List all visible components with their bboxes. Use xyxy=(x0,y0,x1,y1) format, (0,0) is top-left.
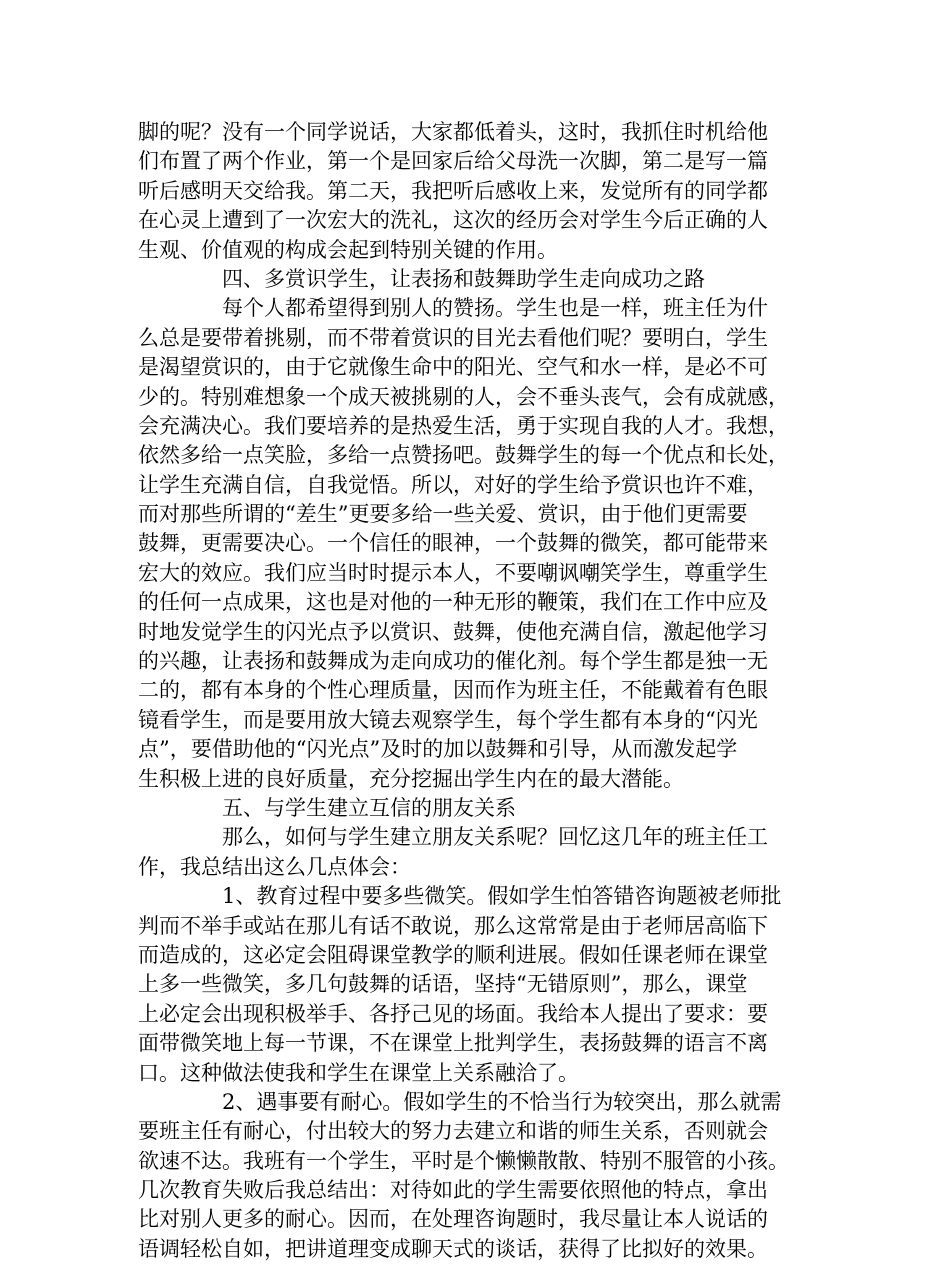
body-text xyxy=(138,118,828,1264)
text-line: 口。这种做法使我和学生在课堂上关系融洽了。 xyxy=(138,1060,579,1085)
text-line: 鼓舞，更需要决心。一个信任的眼神，一个鼓舞的微笑，都可能带来 xyxy=(138,531,768,556)
text-line: 二的，都有本身的个性心理质量，因而作为班主任，不能戴着有色眼 xyxy=(138,678,768,703)
text-line: 要班主任有耐心，付出较大的努力去建立和谐的师生关系，否则就会 xyxy=(138,1119,768,1144)
text-line: 生积极上进的良好质量，充分挖掘出学生内在的最大潜能。 xyxy=(138,766,684,791)
section-heading: 四、多赏识学生，让表扬和鼓舞助学生走向成功之路 xyxy=(222,266,705,291)
text-line: 脚的呢？没有一个同学说话，大家都低着头，这时，我抓住时机给他 xyxy=(138,120,768,144)
text-line: 依然多给一点笑脸，多给一点赞扬吧。鼓舞学生的每一个优点和长处， xyxy=(138,443,789,468)
text-line: 欲速不达。我班有一个学生，平时是个懒懒散散、特别不服管的小孩。 xyxy=(138,1148,789,1173)
text-line: 每个人都希望得到别人的赞扬。学生也是一样，班主任为什 xyxy=(222,296,768,321)
text-line: 让学生充满自信，自我觉悟。所以，对好的学生给予赏识也许不难， xyxy=(138,472,768,497)
text-line: 时地发觉学生的闪光点予以赏识、鼓舞，使他充满自信，激起他学习 xyxy=(138,619,768,644)
text-line: 判而不举手或站在那儿有话不敢说，那么这常常是由于老师居高临下 xyxy=(138,913,768,938)
text-line: 上必定会出现积极举手、各抒己见的场面。我给本人提出了要求：要 xyxy=(138,1001,768,1026)
text-line: 宏大的效应。我们应当时时提示本人，不要嘲讽嘲笑学生，尊重学生 xyxy=(138,560,768,585)
text-line: 语调轻松自如，把讲道理变成聊天式的谈话，获得了比拟好的效果。 xyxy=(138,1236,768,1261)
text-line: 在心灵上遭到了一次宏大的洗礼，这次的经历会对学生今后正确的人 xyxy=(138,208,768,233)
text-line: 生观、价值观的构成会起到特别关键的作用。 xyxy=(138,237,558,262)
text-line: 点”，要借助他的“闪光点”及时的加以鼓舞和引导，从而激发起学 xyxy=(138,737,738,762)
text-line: 的兴趣，让表扬和鼓舞成为走向成功的催化剂。每个学生都是独一无 xyxy=(138,649,768,674)
text-line: 而对那些所谓的“差生”更要多给一些关爱、赏识，由于他们更需要 xyxy=(138,502,748,527)
text-line: 的任何一点成果，这也是对他的一种无形的鞭策，我们在工作中应及 xyxy=(138,590,768,615)
text-line: 1、教育过程中要多些微笑。假如学生怕答错咨询题被老师批 xyxy=(222,884,782,909)
section-heading: 五、与学生建立互信的朋友关系 xyxy=(222,795,516,820)
text-line: 而造成的，这必定会阻碍课堂教学的顺利进展。假如任课老师在课堂 xyxy=(138,942,768,967)
text-line: 几次教育失败后我总结出：对待如此的学生需要依照他的特点，拿出 xyxy=(138,1178,768,1203)
text-line: 听后感明天交给我。第二天，我把听后感收上来，发觉所有的同学都 xyxy=(138,178,768,203)
text-line: 是渴望赏识的，由于它就像生命中的阳光、空气和水一样，是必不可 xyxy=(138,355,768,380)
text-line: 那么，如何与学生建立朋友关系呢？回忆这几年的班主任工 xyxy=(222,825,768,850)
text-line: 2、遇事要有耐心。假如学生的不恰当行为较突出，那么就需 xyxy=(222,1089,782,1114)
text-line: 上多一些微笑，多几句鼓舞的话语，坚持“无错原则”，那么，课堂 xyxy=(138,972,748,997)
text-line: 么总是要带着挑剔，而不带着赏识的目光去看他们呢？要明白，学生 xyxy=(138,325,768,350)
text-line: 会充满决心。我们要培养的是热爱生活，勇于实现自我的人才。我想， xyxy=(138,413,789,438)
text-line: 少的。特别难想象一个成天被挑剔的人，会不垂头丧气，会有成就感， xyxy=(138,384,789,409)
text-line: 作，我总结出这么几点体会： xyxy=(138,854,411,879)
text-line: 镜看学生，而是要用放大镜去观察学生，每个学生都有本身的“闪光 xyxy=(138,707,758,732)
text-line: 面带微笑地上每一节课，不在课堂上批判学生，表扬鼓舞的语言不离 xyxy=(138,1031,768,1056)
text-line: 比对别人更多的耐心。因而，在处理咨询题时，我尽量让本人说话的 xyxy=(138,1207,768,1232)
text-line: 们布置了两个作业，第一个是回家后给父母洗一次脚，第二是写一篇 xyxy=(138,149,768,174)
